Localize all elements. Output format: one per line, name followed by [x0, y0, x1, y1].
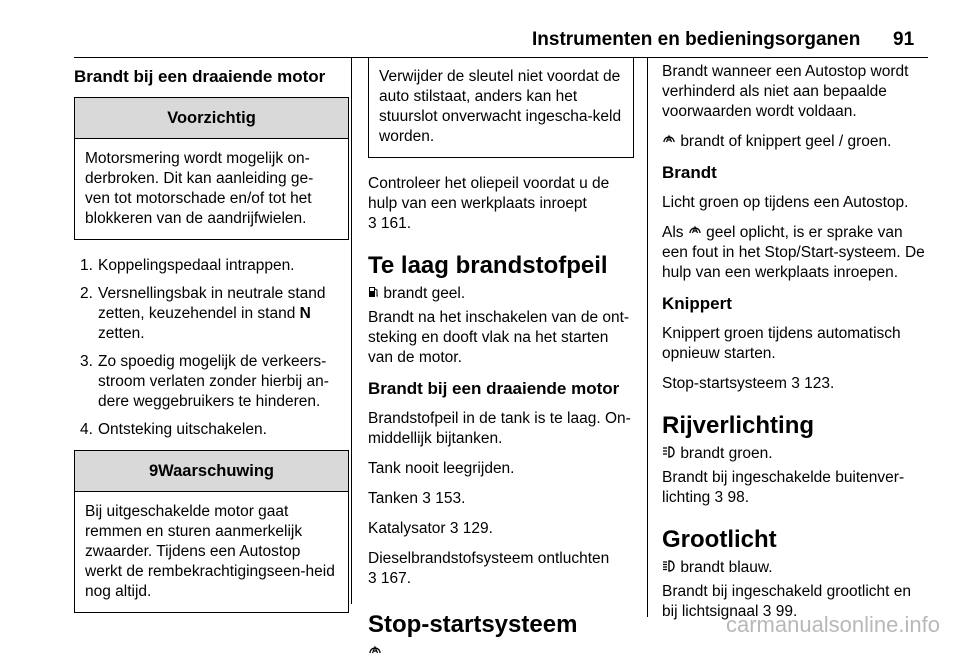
catalyst-reference: Katalysator 3 129. [368, 520, 493, 537]
blinks-heading: Knippert [662, 294, 732, 313]
warning-icon: 9 [148, 462, 159, 480]
caution-box [74, 97, 349, 240]
high-beam-heading: Grootlicht [662, 526, 777, 553]
column-3 [662, 62, 928, 632]
caution-text: Motorsmering wordt mogelijk on-derbroken. Dit kan aanleiding ge-ven tot motorschade en/of tot het blokkeren van de aandrijfwielen. [85, 150, 314, 227]
warning-text-continued: Verwijder de sleutel niet voordat de auto stilstaat, anders kan het stuurslot onverwacht ingescha-keld worden. [379, 68, 622, 145]
column-divider-2 [647, 57, 648, 617]
fuel-heading: Te laag brandstofpeil [368, 252, 608, 279]
list-item: 3. Zo spoedig mogelijk de verkeers-stroom verlaten zonder hierbij an-dere weggebruikers te hinderen. [80, 353, 329, 410]
list-item: 4. Ontsteking uitschakelen. [80, 421, 267, 438]
driving-lights-description: Brandt bij ingeschakelde buitenver-lichting 3 98. [662, 469, 905, 506]
no-empty-text: Tank nooit leegrijden. [368, 460, 515, 477]
section-heading: Brandt bij een draaiende motor [74, 67, 326, 86]
running-description: Brandstofpeil in de tank is te laag. On-middellijk bijtanken. [368, 410, 631, 447]
autostop-icon [368, 643, 634, 663]
warning-box [74, 450, 349, 613]
high-beam-icon [662, 558, 676, 578]
high-beam-indicator: brandt blauw. [662, 558, 928, 578]
driving-lights-indicator: brandt groen. [662, 444, 928, 464]
page-header-title: Instrumenten en bedieningsorganen [532, 29, 861, 50]
watermark: carmanualsonline.info [725, 612, 940, 637]
fuel-indicator: brandt geel. [368, 284, 634, 304]
stop-start-reference: Stop-startsysteem 3 123. [662, 375, 835, 392]
stop-start-heading: Stop-startsysteem [368, 611, 578, 638]
warning-text: Bij uitgeschakelde motor gaat remmen en sturen aanmerkelijk zwaarder. Tijdens een Autostop werkt de rembekrachtigingseen-heid nog altijd. [85, 503, 335, 600]
caution-title: Voorzichtig [75, 98, 348, 139]
diesel-reference: Dieselbrandstofsysteem ontluchten 3 167. [368, 550, 610, 587]
warning-box-continued [368, 57, 634, 158]
high-beam-description: Brandt bij ingeschakeld grootlicht en bij lichtsignaal 3 99. [662, 583, 912, 620]
autostop-icon [688, 223, 702, 243]
warning-title: 9Waarschuwing [75, 451, 348, 492]
fuel-description: Brandt na het inschakelen van de ont-steking en dooft vlak na het starten van de motor. [368, 309, 630, 366]
autostop-indicator: brandt of knippert geel / groen. [662, 132, 928, 152]
fault-text: Als geel oplicht, is er sprake van een fout in het Stop/Start-systeem. De hulp van een werkplaats inroepen. [662, 224, 925, 281]
fuel-pump-icon [368, 284, 379, 304]
burns-heading: Brandt [662, 163, 717, 182]
list-item: 1. Koppelingspedaal intrappen. [80, 257, 295, 274]
column-divider-1 [351, 57, 352, 604]
steps-list [74, 256, 349, 440]
driving-light-icon [662, 444, 676, 464]
blinks-text: Knippert groen tijdens automatisch opnieuw starten. [662, 325, 901, 362]
driving-lights-heading: Rijverlichting [662, 412, 815, 439]
list-item: 2. Versnellingsbak in neutrale stand zetten, keuzehendel in stand N zetten. [80, 285, 326, 342]
oil-check-text: Controleer het oliepeil voordat u de hulp van een werkplaats inroept 3 161. [368, 175, 610, 232]
autostop-icon [662, 132, 676, 152]
burns-text: Licht groen op tijdens een Autostop. [662, 194, 909, 211]
column-1 [74, 62, 349, 623]
page-number: 91 [893, 29, 915, 50]
running-heading: Brandt bij een draaiende motor [368, 379, 620, 398]
refuel-reference: Tanken 3 153. [368, 490, 466, 507]
autostop-text: Brandt wanneer een Autostop wordt verhinderd als niet aan bepaalde voorwaarden wordt voldaan. [662, 63, 909, 120]
column-2 [368, 62, 634, 663]
